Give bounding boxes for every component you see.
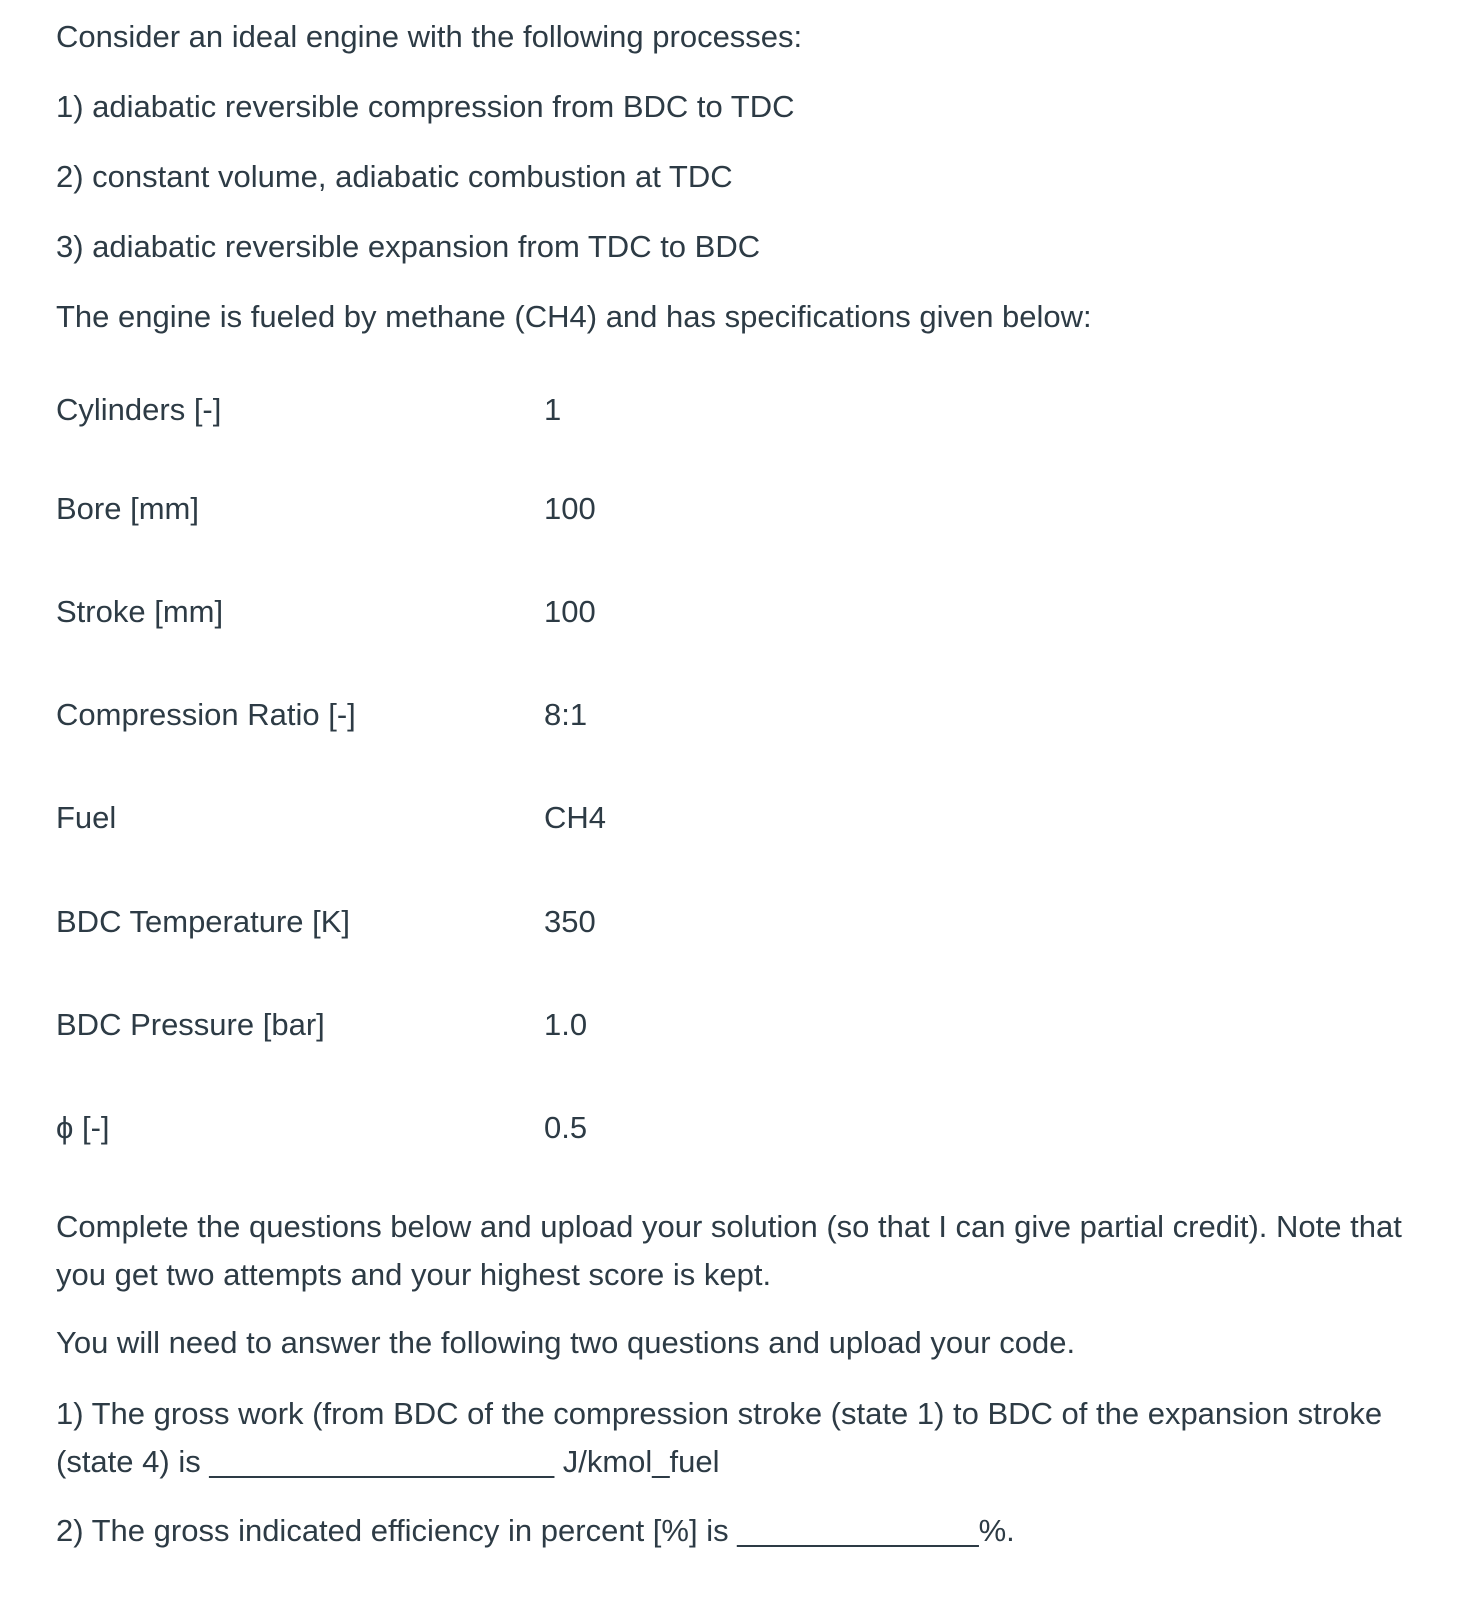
process-1: 1) adiabatic reversible compression from BDC to TDC [56, 89, 795, 124]
spec-value: 8:1 [544, 697, 588, 732]
spec-label: Stroke [mm] [56, 594, 224, 629]
process-3: 3) adiabatic reversible expansion from TDC to BDC [56, 229, 761, 264]
intro-text: Consider an ideal engine with the following processes: [56, 19, 803, 54]
need-answer-text: You will need to answer the following two questions and upload your code. [56, 1325, 1076, 1360]
spec-intro: The engine is fueled by methane (CH4) and has specifications given below: [56, 299, 1092, 334]
spec-label: Fuel [56, 800, 117, 835]
question-2: 2) The gross indicated efficiency in percent [%] is ______________%. [56, 1513, 1015, 1548]
spec-label: ϕ [-] [56, 1110, 110, 1145]
spec-value: CH4 [544, 800, 607, 835]
spec-value: 1.0 [544, 1007, 588, 1042]
spec-value: 0.5 [544, 1110, 588, 1145]
spec-value: 100 [544, 594, 596, 629]
spec-label: BDC Temperature [K] [56, 904, 351, 939]
process-2: 2) constant volume, adiabatic combustion at TDC [56, 159, 733, 194]
instructions-text: Complete the questions below and upload your solution (so that I can give partial credit). Note that you get two attempts and your highest score is kept. [56, 1209, 1402, 1292]
spec-label: Bore [mm] [56, 491, 199, 526]
spec-value: 350 [544, 904, 596, 939]
spec-value: 1 [544, 392, 562, 427]
spec-label: Cylinders [-] [56, 392, 222, 427]
spec-value: 100 [544, 491, 596, 526]
question-1: 1) The gross work (from BDC of the compression stroke (state 1) to BDC of the expansion stroke (state 4) is ____________________ J/kmol_fuel [56, 1396, 1383, 1479]
spec-label: BDC Pressure [bar] [56, 1007, 325, 1042]
spec-label: Compression Ratio [-] [56, 697, 356, 732]
